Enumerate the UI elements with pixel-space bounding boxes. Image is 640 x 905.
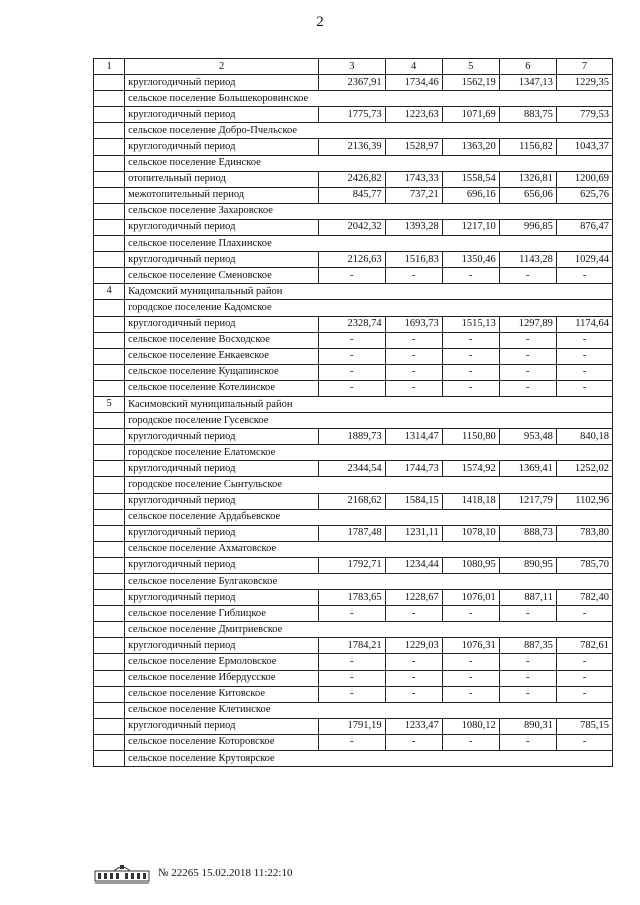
value-cell: 1143,28 xyxy=(499,252,556,268)
value-cell: - xyxy=(499,734,556,750)
row-index: 5 xyxy=(94,396,125,412)
row-label: сельское поселение Котелинское xyxy=(125,380,319,396)
row-index xyxy=(94,203,125,219)
row-index xyxy=(94,638,125,654)
value-cell: 1080,12 xyxy=(442,718,499,734)
value-cell: 840,18 xyxy=(556,429,612,445)
value-cell: - xyxy=(442,734,499,750)
settlement-label: сельское поселение Ардабьевское xyxy=(125,509,613,525)
table-row xyxy=(94,155,613,171)
table-row xyxy=(94,574,613,590)
value-cell: - xyxy=(319,654,385,670)
row-index xyxy=(94,445,125,461)
value-cell: - xyxy=(385,686,442,702)
table-row xyxy=(94,300,613,316)
value-cell: - xyxy=(442,670,499,686)
value-cell: 887,11 xyxy=(499,590,556,606)
row-index xyxy=(94,171,125,187)
row-label: сельское поселение Енкаевское xyxy=(125,348,319,364)
value-cell: 1297,89 xyxy=(499,316,556,332)
table-row xyxy=(94,91,613,107)
document-reference: № 22265 15.02.2018 11:22:10 xyxy=(158,867,293,879)
row-label: круглогодичный период xyxy=(125,316,319,332)
table-row xyxy=(94,203,613,219)
row-label: сельское поселение Сменовское xyxy=(125,268,319,284)
table-row xyxy=(94,139,613,155)
value-cell: - xyxy=(319,734,385,750)
row-index xyxy=(94,590,125,606)
page-number: 2 xyxy=(316,14,324,30)
value-cell: 1350,46 xyxy=(442,252,499,268)
value-cell: 1200,69 xyxy=(556,171,612,187)
row-label: круглогодичный период xyxy=(125,139,319,155)
value-cell: 883,75 xyxy=(499,107,556,123)
value-cell: 876,47 xyxy=(556,219,612,235)
value-cell: - xyxy=(556,654,612,670)
value-cell: 845,77 xyxy=(319,187,385,203)
value-cell: 783,80 xyxy=(556,525,612,541)
value-cell: 1080,95 xyxy=(442,557,499,573)
value-cell: - xyxy=(499,654,556,670)
value-cell: 1418,18 xyxy=(442,493,499,509)
value-cell: - xyxy=(499,686,556,702)
value-cell: 1029,44 xyxy=(556,252,612,268)
value-cell: 1528,97 xyxy=(385,139,442,155)
value-cell: - xyxy=(442,654,499,670)
settlement-label: сельское поселение Единское xyxy=(125,155,613,171)
settlement-label: городское поселение Гусевское xyxy=(125,413,613,429)
value-cell: 1229,35 xyxy=(556,75,612,91)
row-index xyxy=(94,541,125,557)
header-cell: 5 xyxy=(442,59,499,75)
settlement-label: сельское поселение Дмитриевское xyxy=(125,622,613,638)
row-label: сельское поселение Которовское xyxy=(125,734,319,750)
value-cell: 1076,31 xyxy=(442,638,499,654)
row-label: круглогодичный период xyxy=(125,461,319,477)
value-cell: - xyxy=(499,348,556,364)
row-index: 4 xyxy=(94,284,125,300)
table-row xyxy=(94,268,613,284)
header-cell: 7 xyxy=(556,59,612,75)
row-index xyxy=(94,429,125,445)
row-index xyxy=(94,557,125,573)
row-index xyxy=(94,413,125,429)
row-label: круглогодичный период xyxy=(125,638,319,654)
row-index xyxy=(94,300,125,316)
value-cell: 890,95 xyxy=(499,557,556,573)
value-cell: - xyxy=(319,364,385,380)
row-index xyxy=(94,461,125,477)
value-cell: 1734,46 xyxy=(385,75,442,91)
value-cell: - xyxy=(385,268,442,284)
row-index xyxy=(94,91,125,107)
value-cell: 1043,37 xyxy=(556,139,612,155)
building-seal-icon xyxy=(94,862,150,884)
value-cell: - xyxy=(556,268,612,284)
row-label: сельское поселение Восходское xyxy=(125,332,319,348)
table-row xyxy=(94,525,613,541)
value-cell: - xyxy=(499,670,556,686)
row-index xyxy=(94,316,125,332)
value-cell: 1743,33 xyxy=(385,171,442,187)
table-row xyxy=(94,606,613,622)
table-row xyxy=(94,461,613,477)
value-cell: 782,61 xyxy=(556,638,612,654)
value-cell: - xyxy=(442,268,499,284)
value-cell: 625,76 xyxy=(556,187,612,203)
row-index xyxy=(94,123,125,139)
table-row xyxy=(94,171,613,187)
value-cell: 1516,83 xyxy=(385,252,442,268)
value-cell: - xyxy=(499,332,556,348)
value-cell: - xyxy=(442,364,499,380)
header-cell: 6 xyxy=(499,59,556,75)
district-label: Касимовский муниципальный район xyxy=(125,396,613,412)
row-index xyxy=(94,380,125,396)
value-cell: 2367,91 xyxy=(319,75,385,91)
value-cell: 1234,44 xyxy=(385,557,442,573)
table-row xyxy=(94,75,613,91)
value-cell: - xyxy=(556,670,612,686)
value-cell: - xyxy=(385,734,442,750)
header-cell: 3 xyxy=(319,59,385,75)
value-cell: - xyxy=(556,606,612,622)
value-cell: 1252,02 xyxy=(556,461,612,477)
row-index xyxy=(94,187,125,203)
value-cell: - xyxy=(319,380,385,396)
table-row xyxy=(94,219,613,235)
value-cell: - xyxy=(499,606,556,622)
table-row xyxy=(94,107,613,123)
row-index xyxy=(94,155,125,171)
value-cell: 887,35 xyxy=(499,638,556,654)
table-row xyxy=(94,332,613,348)
value-cell: 1558,54 xyxy=(442,171,499,187)
row-label: сельское поселение Ермоловское xyxy=(125,654,319,670)
value-cell: 1562,19 xyxy=(442,75,499,91)
row-index xyxy=(94,219,125,235)
table-row xyxy=(94,493,613,509)
footer xyxy=(94,862,292,884)
table-row xyxy=(94,123,613,139)
row-index xyxy=(94,574,125,590)
row-label: круглогодичный период xyxy=(125,525,319,541)
table-row xyxy=(94,413,613,429)
table-row xyxy=(94,541,613,557)
value-cell: 996,85 xyxy=(499,219,556,235)
value-cell: - xyxy=(385,670,442,686)
row-index xyxy=(94,702,125,718)
value-cell: 1326,81 xyxy=(499,171,556,187)
table-row xyxy=(94,654,613,670)
settlement-label: сельское поселение Крутоярское xyxy=(125,751,613,767)
table-row xyxy=(94,348,613,364)
row-index xyxy=(94,509,125,525)
value-cell: 1217,10 xyxy=(442,219,499,235)
value-cell: 656,06 xyxy=(499,187,556,203)
value-cell: 1174,64 xyxy=(556,316,612,332)
value-cell: - xyxy=(385,606,442,622)
value-cell: - xyxy=(385,348,442,364)
value-cell: 1775,73 xyxy=(319,107,385,123)
value-cell: 1314,47 xyxy=(385,429,442,445)
value-cell: - xyxy=(442,332,499,348)
settlement-label: сельское поселение Булгаковское xyxy=(125,574,613,590)
row-index xyxy=(94,364,125,380)
row-label: сельское поселение Кущапинское xyxy=(125,364,319,380)
value-cell: 696,16 xyxy=(442,187,499,203)
value-cell: 2126,63 xyxy=(319,252,385,268)
row-index xyxy=(94,622,125,638)
value-cell: - xyxy=(319,348,385,364)
table-row xyxy=(94,638,613,654)
value-cell: - xyxy=(319,670,385,686)
settlement-label: городское поселение Сынтульское xyxy=(125,477,613,493)
value-cell: - xyxy=(556,686,612,702)
value-cell: 1787,48 xyxy=(319,525,385,541)
table-row xyxy=(94,364,613,380)
table-row xyxy=(94,702,613,718)
header-cell: 2 xyxy=(125,59,319,75)
row-index xyxy=(94,606,125,622)
value-cell: - xyxy=(319,332,385,348)
value-cell: - xyxy=(319,606,385,622)
table-row xyxy=(94,396,613,412)
value-cell: 1783,65 xyxy=(319,590,385,606)
value-cell: 1574,92 xyxy=(442,461,499,477)
table-row xyxy=(94,477,613,493)
header-row xyxy=(94,59,613,75)
value-cell: - xyxy=(442,686,499,702)
row-index xyxy=(94,348,125,364)
table-row xyxy=(94,429,613,445)
value-cell: 1784,21 xyxy=(319,638,385,654)
value-cell: - xyxy=(499,364,556,380)
value-cell: 1078,10 xyxy=(442,525,499,541)
row-index xyxy=(94,734,125,750)
row-index xyxy=(94,670,125,686)
row-label: круглогодичный период xyxy=(125,429,319,445)
value-cell: - xyxy=(556,332,612,348)
value-cell: - xyxy=(442,348,499,364)
settlement-label: сельское поселение Захаровское xyxy=(125,203,613,219)
value-cell: 1393,28 xyxy=(385,219,442,235)
settlement-label: сельское поселение Ахматовское xyxy=(125,541,613,557)
value-cell: - xyxy=(556,348,612,364)
settlement-label: городское поселение Кадомское xyxy=(125,300,613,316)
row-label: круглогодичный период xyxy=(125,219,319,235)
table-row xyxy=(94,380,613,396)
value-cell: 1076,01 xyxy=(442,590,499,606)
table-row xyxy=(94,734,613,750)
row-index xyxy=(94,477,125,493)
value-cell: 2168,62 xyxy=(319,493,385,509)
value-cell: 1744,73 xyxy=(385,461,442,477)
row-label: круглогодичный период xyxy=(125,75,319,91)
row-label: круглогодичный период xyxy=(125,557,319,573)
value-cell: 890,31 xyxy=(499,718,556,734)
value-cell: 1229,03 xyxy=(385,638,442,654)
header-cell: 4 xyxy=(385,59,442,75)
row-index xyxy=(94,107,125,123)
value-cell: 737,21 xyxy=(385,187,442,203)
row-index xyxy=(94,718,125,734)
value-cell: - xyxy=(319,268,385,284)
table-row xyxy=(94,445,613,461)
value-cell: 1347,13 xyxy=(499,75,556,91)
row-index xyxy=(94,268,125,284)
value-cell: 1693,73 xyxy=(385,316,442,332)
table-row xyxy=(94,236,613,252)
value-cell: - xyxy=(319,686,385,702)
table-row xyxy=(94,509,613,525)
row-label: сельское поселение Ибердусское xyxy=(125,670,319,686)
value-cell: 1369,41 xyxy=(499,461,556,477)
value-cell: - xyxy=(385,380,442,396)
row-label: круглогодичный период xyxy=(125,252,319,268)
value-cell: 779,53 xyxy=(556,107,612,123)
value-cell: 1584,15 xyxy=(385,493,442,509)
value-cell: 782,40 xyxy=(556,590,612,606)
table-row xyxy=(94,718,613,734)
value-cell: - xyxy=(499,380,556,396)
row-label: сельское поселение Гиблицкое xyxy=(125,606,319,622)
value-cell: 1791,19 xyxy=(319,718,385,734)
tariff-table xyxy=(93,58,613,767)
table-row xyxy=(94,252,613,268)
value-cell: 1515,13 xyxy=(442,316,499,332)
table-row xyxy=(94,590,613,606)
value-cell: 1231,11 xyxy=(385,525,442,541)
settlement-label: сельское поселение Клетинское xyxy=(125,702,613,718)
row-label: круглогодичный период xyxy=(125,107,319,123)
value-cell: - xyxy=(385,654,442,670)
value-cell: 2328,74 xyxy=(319,316,385,332)
settlement-label: городское поселение Елатомское xyxy=(125,445,613,461)
value-cell: 2426,82 xyxy=(319,171,385,187)
value-cell: 2344,54 xyxy=(319,461,385,477)
value-cell: 1156,82 xyxy=(499,139,556,155)
value-cell: 1071,69 xyxy=(442,107,499,123)
value-cell: 2042,32 xyxy=(319,219,385,235)
value-cell: 1233,47 xyxy=(385,718,442,734)
table-row xyxy=(94,686,613,702)
row-label: сельское поселение Китовское xyxy=(125,686,319,702)
row-index xyxy=(94,686,125,702)
value-cell: - xyxy=(556,364,612,380)
value-cell: - xyxy=(442,606,499,622)
row-index xyxy=(94,654,125,670)
row-label: круглогодичный период xyxy=(125,590,319,606)
row-label: круглогодичный период xyxy=(125,718,319,734)
row-index xyxy=(94,751,125,767)
value-cell: 1363,20 xyxy=(442,139,499,155)
value-cell: 1792,71 xyxy=(319,557,385,573)
row-label: отопительный период xyxy=(125,171,319,187)
settlement-label: сельское поселение Добро-Пчельское xyxy=(125,123,613,139)
value-cell: - xyxy=(499,268,556,284)
value-cell: 1150,80 xyxy=(442,429,499,445)
value-cell: - xyxy=(385,332,442,348)
row-index xyxy=(94,139,125,155)
value-cell: 1889,73 xyxy=(319,429,385,445)
row-index xyxy=(94,252,125,268)
value-cell: - xyxy=(556,734,612,750)
row-label: межотопительный период xyxy=(125,187,319,203)
table-row xyxy=(94,751,613,767)
district-label: Кадомский муниципальный район xyxy=(125,284,613,300)
value-cell: - xyxy=(556,380,612,396)
table-row xyxy=(94,284,613,300)
value-cell: - xyxy=(442,380,499,396)
settlement-label: сельское поселение Плахинское xyxy=(125,236,613,252)
row-index xyxy=(94,493,125,509)
header-cell: 1 xyxy=(94,59,125,75)
value-cell: 953,48 xyxy=(499,429,556,445)
row-index xyxy=(94,236,125,252)
table-row xyxy=(94,316,613,332)
table-row xyxy=(94,670,613,686)
value-cell: - xyxy=(385,364,442,380)
row-label: круглогодичный период xyxy=(125,493,319,509)
value-cell: 1228,67 xyxy=(385,590,442,606)
table-row xyxy=(94,187,613,203)
value-cell: 888,73 xyxy=(499,525,556,541)
table-row xyxy=(94,622,613,638)
value-cell: 1102,96 xyxy=(556,493,612,509)
row-index xyxy=(94,75,125,91)
value-cell: 785,15 xyxy=(556,718,612,734)
row-index xyxy=(94,332,125,348)
value-cell: 1217,79 xyxy=(499,493,556,509)
settlement-label: сельское поселение Большекоровинское xyxy=(125,91,613,107)
value-cell: 785,70 xyxy=(556,557,612,573)
table-row xyxy=(94,557,613,573)
value-cell: 2136,39 xyxy=(319,139,385,155)
value-cell: 1223,63 xyxy=(385,107,442,123)
row-index xyxy=(94,525,125,541)
